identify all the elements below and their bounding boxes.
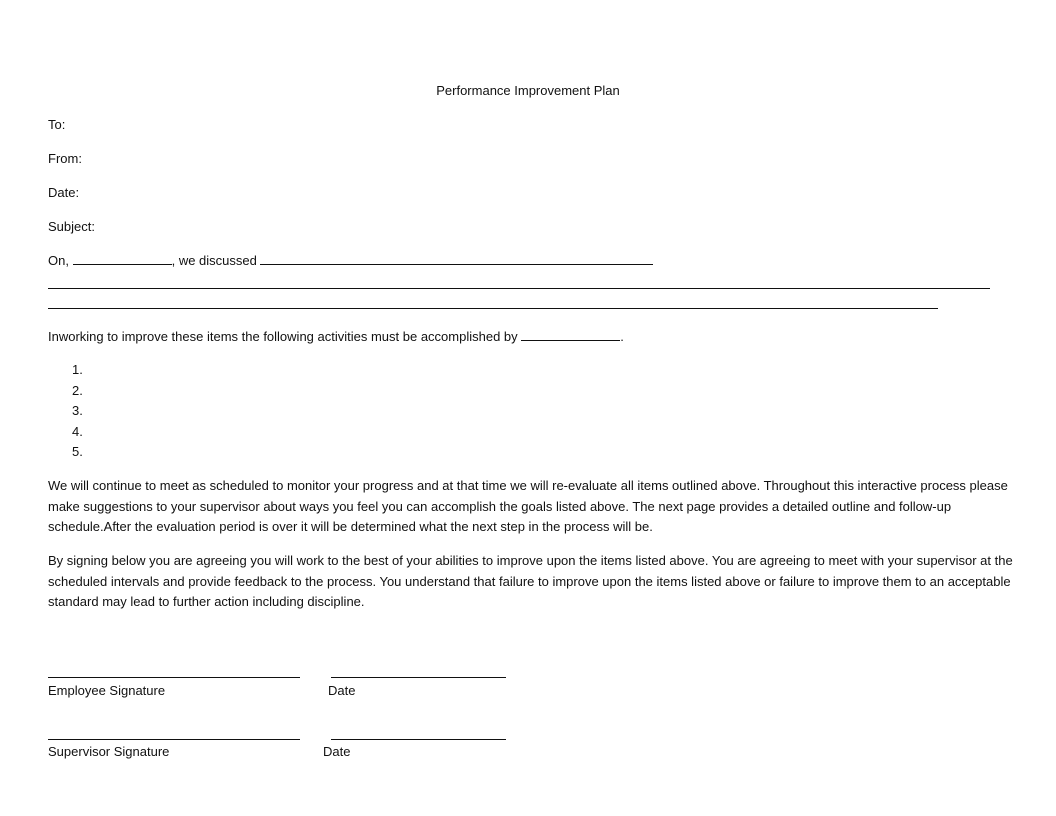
meeting-paragraph: We will continue to meet as scheduled to monitor your progress and at that time we will re-evaluate all items outlined above. Throughout this interactive process please make suggestions to your supervisor about ways you feel you can accomplish the goals listed above. The next page provides a detailed outline and follow-up schedule.After the evaluation period is over it will be determined what the next step in the process will be. [48, 478, 1008, 534]
discussion-date-blank [73, 252, 172, 265]
list-item: 5. [72, 444, 83, 459]
discussion-topic-blank [260, 252, 653, 265]
memo-subject-label: Subject: [48, 219, 95, 234]
discussion-middle: , we discussed [171, 253, 257, 268]
employee-signature-label: Employee Signature [48, 683, 166, 698]
document-title: Performance Improvement Plan [436, 83, 620, 98]
activities-deadline-blank [521, 328, 620, 341]
activities-intro-text: Inworking to improve these items the following activities must be accomplished by [48, 329, 518, 344]
employee-signature-line [48, 677, 300, 678]
activities-list [72, 362, 83, 465]
discussion-prefix: On, [48, 253, 69, 268]
discussion-continuation-line-1 [48, 288, 990, 289]
list-item: 2. [72, 382, 83, 398]
supervisor-signature-line [48, 739, 300, 740]
list-item: 1. [72, 362, 83, 377]
agreement-paragraph: By signing below you are agreeing you will work to the best of your abilities to improve upon the items listed above. You are agreeing to meet with your supervisor at the scheduled intervals and provide feedback to the process. You understand that failure to improve upon the items listed above or failure to improve them to an acceptable standard may lead to further action including discipline. [48, 553, 1013, 609]
list-item: 3. [72, 403, 83, 418]
activities-intro-end: . [620, 329, 624, 344]
supervisor-signature-label: Supervisor Signature [48, 744, 170, 759]
memo-from-label: From: [48, 151, 82, 166]
discussion-continuation-line-2 [48, 308, 938, 309]
memo-date-label: Date: [48, 185, 80, 200]
activities-intro [48, 328, 624, 345]
employee-date-line [331, 677, 506, 678]
discussion-line [48, 252, 653, 269]
memo-to-label: To: [48, 117, 66, 132]
employee-date-label: Date [328, 683, 356, 698]
supervisor-date-line [331, 739, 506, 740]
supervisor-date-label: Date [323, 744, 351, 759]
list-item: 4. [72, 423, 83, 439]
